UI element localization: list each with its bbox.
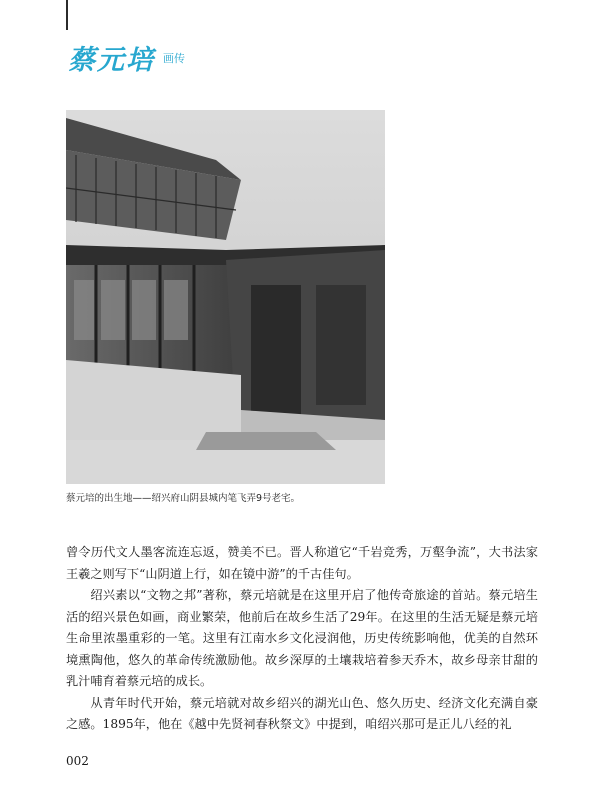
body-text <box>66 542 538 736</box>
paragraph-2: 绍兴素以“文物之邦”著称，蔡元培就是在这里开启了他传奇旅途的首站。蔡元培生活的绍兴景色如画，商业繁荣，他前后在故乡生活了29年。在这里的生活无疑是蔡元培生命里浓墨重彩的一笔。这里有江南水乡文化浸润他，历史传统影响他，优美的自然环境熏陶他，悠久的革命传统激励他。故乡深厚的土壤栽培着参天乔木，故乡母亲甘甜的乳汁哺育着蔡元培的成长。 <box>66 588 538 688</box>
header-rule <box>66 0 68 30</box>
birthplace-photo <box>66 110 385 484</box>
book-title: 蔡元培 <box>68 45 155 76</box>
book-subtitle: 画传 <box>163 52 185 65</box>
page-number: 002 <box>66 754 89 768</box>
house-photo-illustration <box>66 110 385 484</box>
photo-caption: 蔡元培的出生地——绍兴府山阴县城内笔飞弄9号老宅。 <box>66 493 301 504</box>
running-header <box>68 36 185 76</box>
paragraph-1: 曾令历代文人墨客流连忘返，赞美不已。晋人称道它“千岩竞秀，万壑争流”，大书法家王羲之则写下“山阴道上行，如在镜中游”的千古佳句。 <box>66 545 538 581</box>
paragraph-3: 从青年时代开始，蔡元培就对故乡绍兴的湖光山色、悠久历史、经济文化充满自豪之感。1895年，他在《越中先贤祠春秋祭文》中提到，咱绍兴那可是正儿八经的礼 <box>66 695 538 731</box>
